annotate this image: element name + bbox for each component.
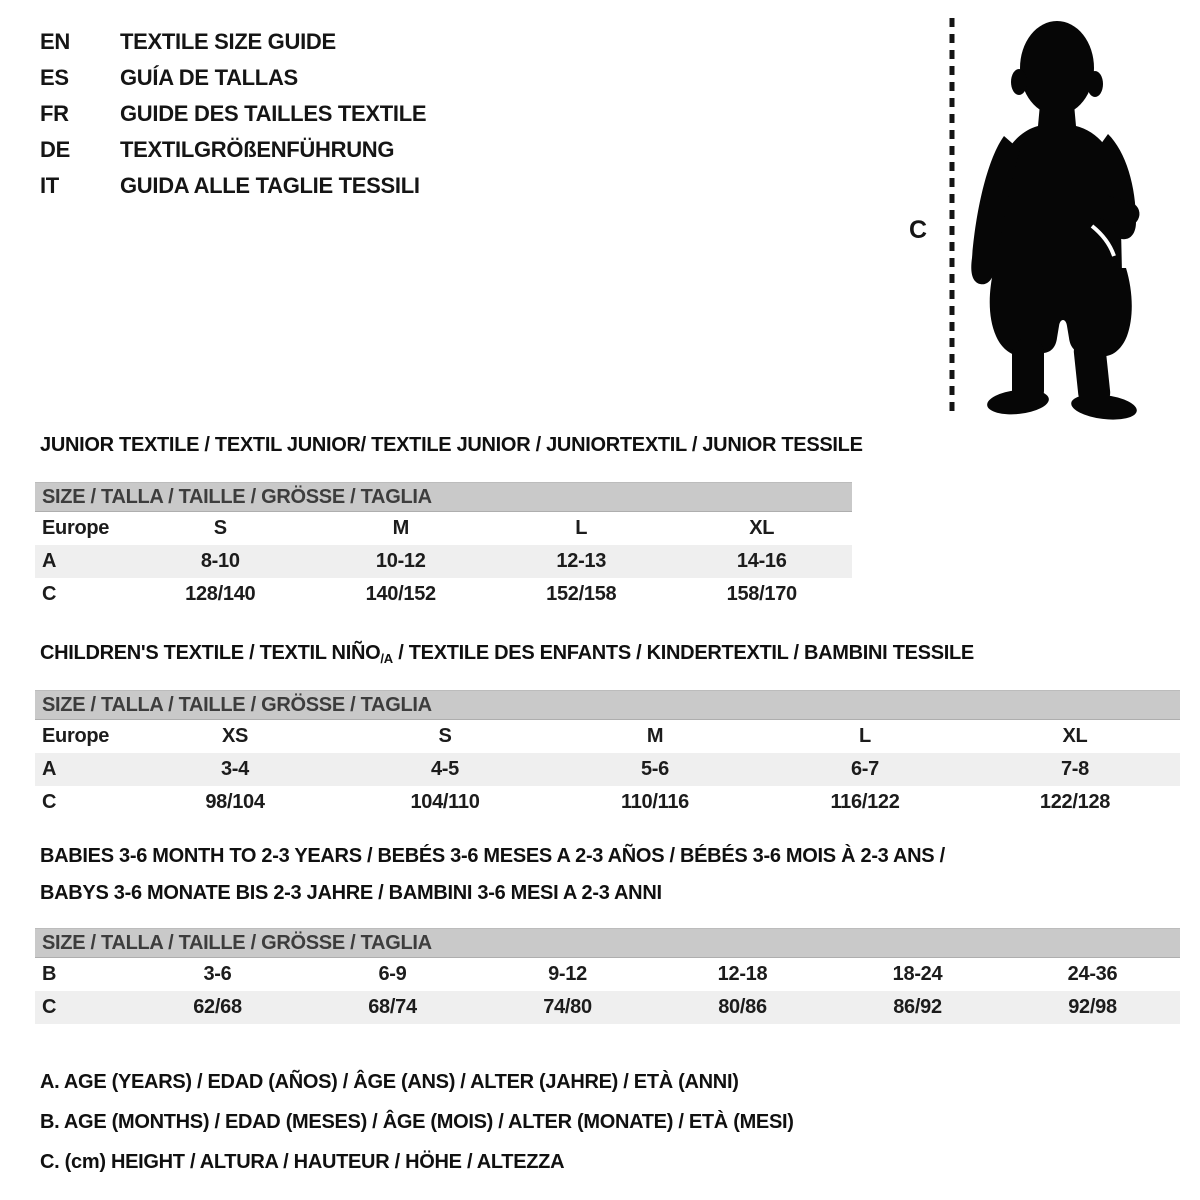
table-cell: 104/110 xyxy=(410,791,480,813)
table-cell: 80/86 xyxy=(718,996,767,1018)
guide-title: GUIDA ALLE TAGLIE TESSILI xyxy=(120,173,420,198)
table-cell: 140/152 xyxy=(365,583,436,605)
table-cell: 68/74 xyxy=(368,996,417,1018)
table-cell: 4-5 xyxy=(430,758,459,780)
children-heading-sub: /A xyxy=(380,651,393,666)
language-row-en xyxy=(40,24,426,60)
row-label: Europe xyxy=(42,725,110,747)
table-row xyxy=(35,545,852,578)
language-row-fr xyxy=(40,96,426,132)
table-cell: 6-7 xyxy=(850,758,879,780)
table-cell: 14-16 xyxy=(736,550,787,572)
table-cell: M xyxy=(392,517,409,539)
table-cell: 158/170 xyxy=(726,583,797,605)
table-cell: L xyxy=(859,725,871,747)
children-heading-post: / TEXTILE DES ENFANTS / KINDERTEXTIL / BAMBINI TESSILE xyxy=(392,642,974,664)
table-cell: 9-12 xyxy=(548,963,587,985)
language-row-es xyxy=(40,60,426,96)
table-cell: 18-24 xyxy=(892,963,943,985)
guide-title: TEXTILE SIZE GUIDE xyxy=(120,29,336,54)
row-label: C xyxy=(42,996,57,1018)
table-cell: 86/92 xyxy=(893,996,942,1018)
table-cell: M xyxy=(646,725,664,747)
row-label: A xyxy=(42,758,57,780)
row-label: B xyxy=(42,963,57,985)
babies-size-table xyxy=(35,928,1180,1024)
table-cell: 3-6 xyxy=(203,963,232,985)
row-label: C xyxy=(42,583,57,605)
table-row xyxy=(35,786,1180,819)
junior-size-table xyxy=(35,482,852,611)
children-table-header: SIZE / TALLA / TAILLE / GRÖSSE / TAGLIA xyxy=(35,690,1180,720)
language-code: IT xyxy=(40,173,59,198)
babies-table-header: SIZE / TALLA / TAILLE / GRÖSSE / TAGLIA xyxy=(35,928,1180,958)
table-cell: 10-12 xyxy=(375,550,426,572)
table-cell: XS xyxy=(221,725,249,747)
language-code: ES xyxy=(40,65,69,90)
table-cell: 92/98 xyxy=(1068,996,1117,1018)
language-row-it xyxy=(40,168,426,204)
table-row xyxy=(35,720,1180,753)
table-cell: XL xyxy=(1062,725,1088,747)
height-measure-figure xyxy=(895,6,1165,424)
guide-title: GUIDE DES TAILLES TEXTILE xyxy=(120,101,427,126)
footnote-a: A. AGE (YEARS) / EDAD (AÑOS) / ÂGE (ANS) / ALTER (JAHRE) / ETÀ (ANNI) xyxy=(40,1071,739,1093)
footnote-c: C. (cm) HEIGHT / ALTURA / HAUTEUR / HÖHE / ALTEZZA xyxy=(40,1151,565,1173)
table-row xyxy=(35,512,852,545)
table-row xyxy=(35,991,1180,1024)
footnote-b: B. AGE (MONTHS) / EDAD (MESES) / ÂGE (MOIS) / ALTER (MONATE) / ETÀ (MESI) xyxy=(40,1111,794,1133)
children-size-table xyxy=(35,690,1180,819)
table-row xyxy=(35,578,852,611)
table-cell: 122/128 xyxy=(1039,791,1111,813)
toddler-silhouette xyxy=(971,21,1142,423)
table-cell: 12-18 xyxy=(717,963,768,985)
toddler-silhouette-icon xyxy=(895,6,1165,424)
table-cell: 12-13 xyxy=(556,550,607,572)
table-cell: 98/104 xyxy=(205,791,265,813)
table-row xyxy=(35,753,1180,786)
table-cell: S xyxy=(438,725,452,747)
table-cell: 6-9 xyxy=(378,963,407,985)
language-code: EN xyxy=(40,29,70,54)
table-cell: 62/68 xyxy=(193,996,242,1018)
guide-title: GUÍA DE TALLAS xyxy=(120,65,298,90)
footnotes xyxy=(40,1062,794,1182)
table-cell: 3-4 xyxy=(220,758,249,780)
babies-section-heading xyxy=(40,838,945,912)
table-cell: 116/122 xyxy=(830,791,900,813)
junior-table-body xyxy=(35,512,852,611)
language-row-de xyxy=(40,132,426,168)
row-label: C xyxy=(42,791,57,813)
children-table-body xyxy=(35,720,1180,819)
table-cell: 24-36 xyxy=(1067,963,1118,985)
junior-table-header: SIZE / TALLA / TAILLE / GRÖSSE / TAGLIA xyxy=(35,482,852,512)
language-list xyxy=(40,24,426,204)
language-code: FR xyxy=(40,101,69,126)
language-code: DE xyxy=(40,137,70,162)
table-cell: 7-8 xyxy=(1060,758,1089,780)
babies-table-body xyxy=(35,958,1180,1024)
babies-heading-line2: BABYS 3-6 MONATE BIS 2-3 JAHRE / BAMBINI 3-6 MESI A 2-3 ANNI xyxy=(40,882,662,904)
junior-section-heading: JUNIOR TEXTILE / TEXTIL JUNIOR/ TEXTILE JUNIOR / JUNIORTEXTIL / JUNIOR TESSILE xyxy=(40,434,863,456)
row-label: A xyxy=(42,550,57,572)
table-cell: 5-6 xyxy=(640,758,669,780)
table-cell: 110/116 xyxy=(621,791,689,813)
table-cell: 128/140 xyxy=(185,583,256,605)
table-cell: 8-10 xyxy=(200,550,240,572)
measure-c-label: C xyxy=(909,216,927,244)
babies-heading-line1: BABIES 3-6 MONTH TO 2-3 YEARS / BEBÉS 3-6 MESES A 2-3 AÑOS / BÉBÉS 3-6 MOIS À 2-3 ANS / xyxy=(40,845,945,867)
table-row xyxy=(35,958,1180,991)
table-cell: XL xyxy=(749,517,775,539)
row-label: Europe xyxy=(42,517,110,539)
table-cell: 74/80 xyxy=(543,996,592,1018)
children-section-heading xyxy=(40,642,974,665)
guide-title: TEXTILGRÖßENFÜHRUNG xyxy=(120,137,395,162)
table-cell: L xyxy=(575,517,588,539)
table-cell: 152/158 xyxy=(546,583,617,605)
children-heading-pre: CHILDREN'S TEXTILE / TEXTIL NIÑO xyxy=(40,642,381,664)
table-cell: S xyxy=(213,517,227,539)
